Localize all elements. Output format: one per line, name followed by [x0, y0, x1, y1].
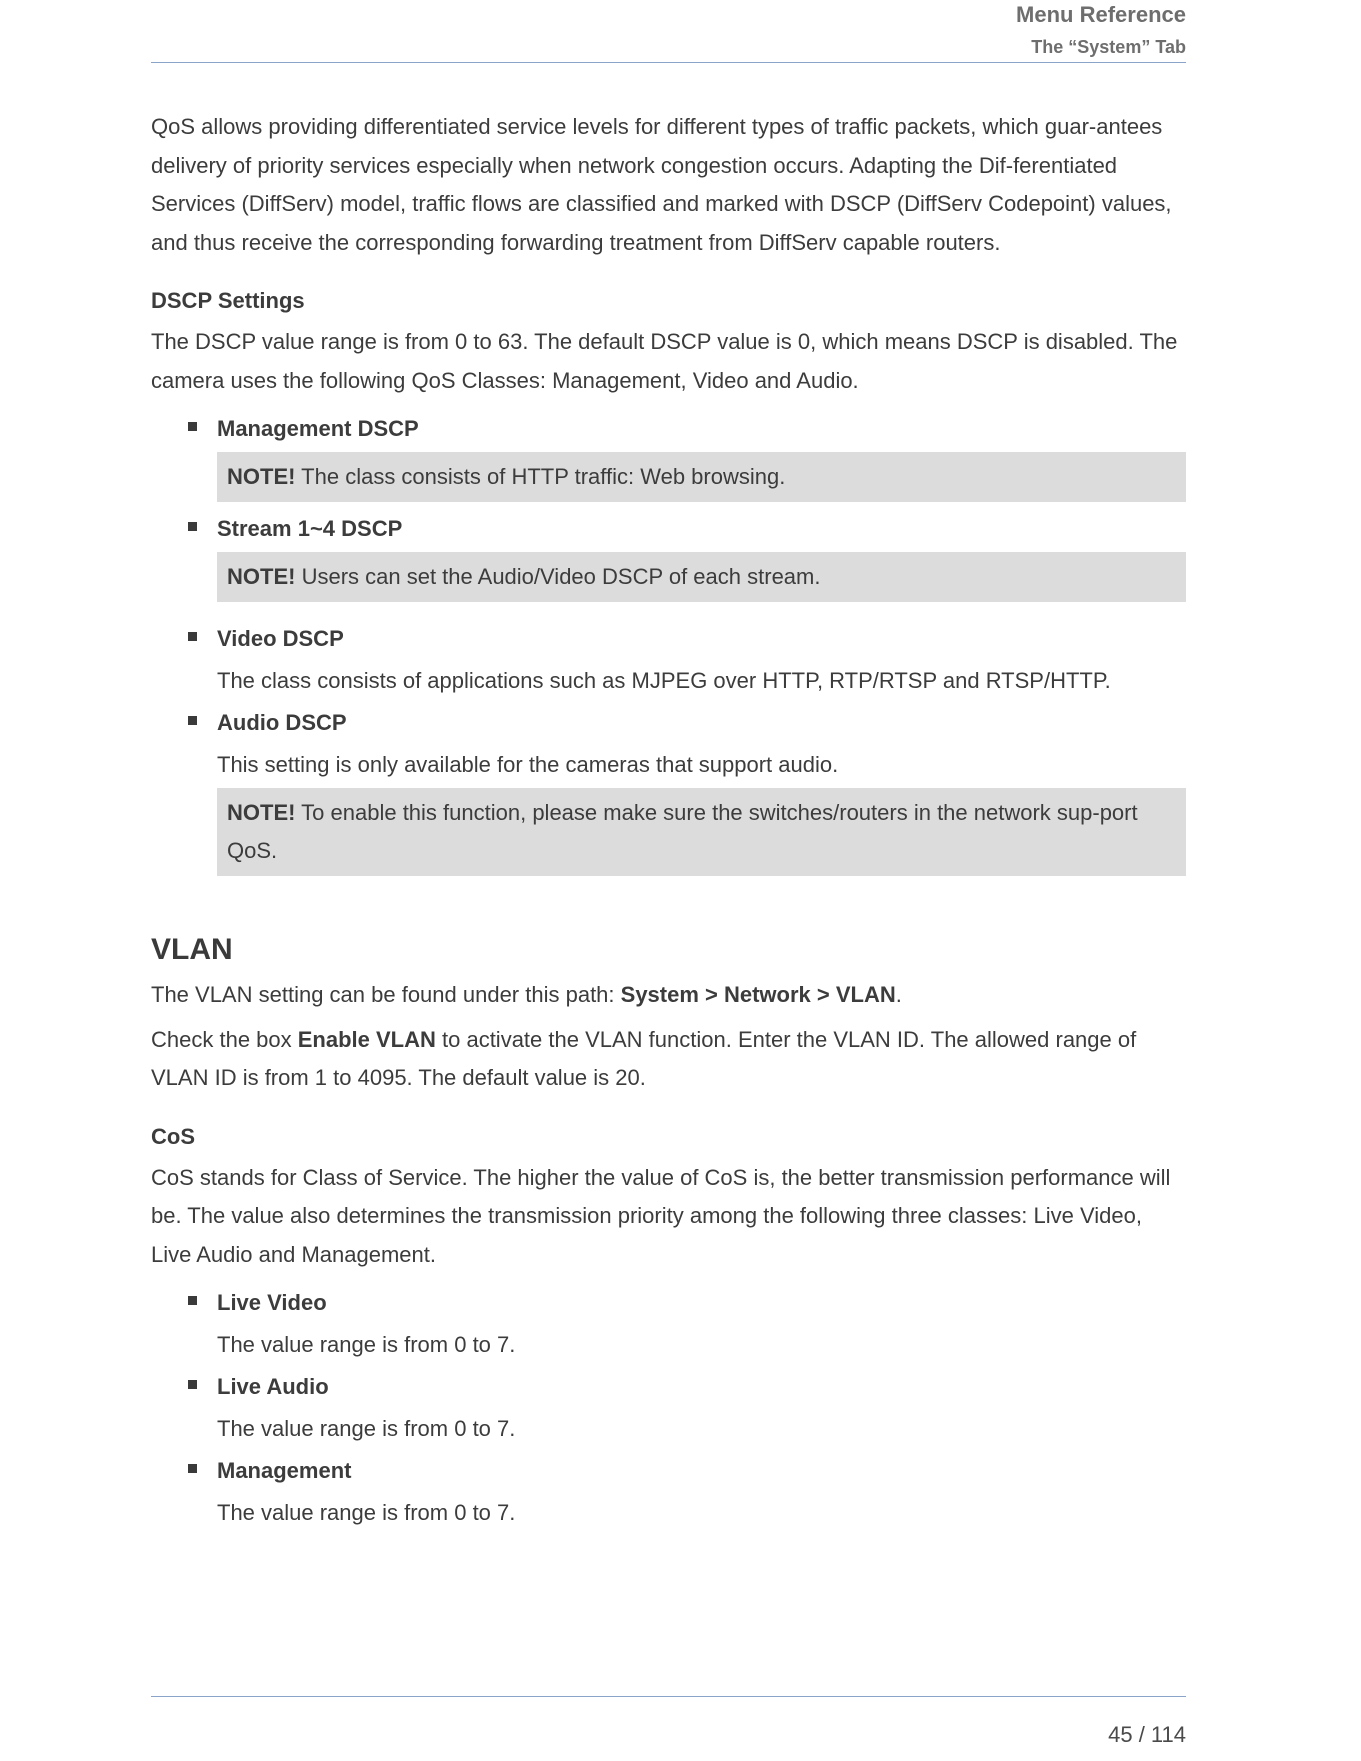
note-label: NOTE!: [227, 464, 296, 489]
bullet-square-icon: [188, 1296, 197, 1305]
item-title: Management: [217, 1458, 352, 1483]
dscp-description: The DSCP value range is from 0 to 63. The default DSCP value is 0, which means DSCP is disabled. The camera uses the following QoS Classes: Management, Video and Audio.: [151, 329, 1178, 393]
vlan-enable-prefix: Check the box: [151, 1026, 298, 1052]
list-item-audio-dscp: [217, 704, 1186, 876]
dscp-settings-heading: DSCP Settings: [151, 288, 305, 313]
cos-description: CoS stands for Class of Service. The higher the value of CoS is, the better transmission performance will be. The value also determines the transmission priority among the following three classes: Live Video, Live Audio and Management.: [151, 1164, 1171, 1267]
note-text: Users can set the Audio/Video DSCP of each stream.: [295, 564, 821, 589]
item-title: Live Video: [217, 1290, 327, 1315]
list-item-live-video: [217, 1284, 1186, 1364]
item-description: This setting is only available for the cameras that support audio.: [217, 752, 839, 777]
footer-divider: [151, 1696, 1186, 1697]
vlan-path-suffix: .: [895, 982, 902, 1007]
header-subtitle: The “System” Tab: [1031, 37, 1186, 57]
vlan-enable-paragraph: [151, 1021, 1186, 1098]
vlan-path-paragraph: [151, 976, 1186, 1015]
item-title: Video DSCP: [217, 626, 344, 651]
bullet-square-icon: [188, 1380, 197, 1389]
item-title: Audio DSCP: [217, 710, 347, 735]
item-title: Live Audio: [217, 1374, 329, 1399]
note-label: NOTE!: [227, 800, 296, 825]
item-description: The value range is from 0 to 7.: [217, 1332, 516, 1357]
note-box: [217, 552, 1186, 602]
list-item-video-dscp: [217, 620, 1186, 700]
page-header: [151, 0, 1186, 63]
bullet-square-icon: [188, 522, 197, 531]
cos-class-list: [151, 1284, 1186, 1532]
item-description: The class consists of applications such as MJPEG over HTTP, RTP/RTSP and RTSP/HTTP.: [217, 668, 1111, 693]
list-item-stream-dscp: [217, 510, 1186, 602]
bullet-square-icon: [188, 632, 197, 641]
header-title: Menu Reference: [1016, 2, 1186, 27]
note-text: To enable this function, please make sure the switches/routers in the network sup-port QoS.: [227, 800, 1138, 863]
list-item-live-audio: [217, 1368, 1186, 1448]
item-description: The value range is from 0 to 7.: [217, 1500, 516, 1525]
item-description: The value range is from 0 to 7.: [217, 1416, 516, 1441]
vlan-heading: VLAN: [151, 933, 233, 966]
list-item-management: [217, 1452, 1186, 1532]
page-content: [151, 108, 1186, 1536]
note-box: [217, 452, 1186, 502]
cos-heading: CoS: [151, 1123, 195, 1149]
bullet-square-icon: [188, 716, 197, 725]
vlan-path-prefix: The VLAN setting can be found under this path:: [151, 982, 621, 1007]
note-box: [217, 788, 1186, 876]
list-item-management-dscp: [217, 410, 1186, 502]
page-number: 45 / 114: [1108, 1722, 1186, 1747]
note-label: NOTE!: [227, 564, 296, 589]
vlan-path-bold: System > Network > VLAN: [620, 982, 896, 1007]
note-text: The class consists of HTTP traffic: Web browsing.: [295, 464, 786, 489]
qos-intro-paragraph: QoS allows providing differentiated service levels for different types of traffic packets, which guar-antees delivery of priority services especially when network congestion occurs. Adapting the Dif-ferentiated Services (DiffServ) model, traffic flows are classified and marked with DSCP (DiffServ Codepoint) values, and thus receive the corresponding forwarding treatment from DiffServ capable routers.: [151, 114, 1172, 255]
vlan-enable-bold: Enable VLAN: [297, 1026, 436, 1052]
item-title: Management DSCP: [217, 416, 419, 441]
bullet-square-icon: [188, 422, 197, 431]
bullet-square-icon: [188, 1464, 197, 1473]
vlan-enable-suffix: to activate the VLAN function. Enter the VLAN ID. The allowed range of VLAN ID is from 1 to 4095. The default value is 20.: [151, 1026, 1137, 1090]
dscp-class-list: [151, 410, 1186, 876]
item-title: Stream 1~4 DSCP: [217, 516, 403, 541]
